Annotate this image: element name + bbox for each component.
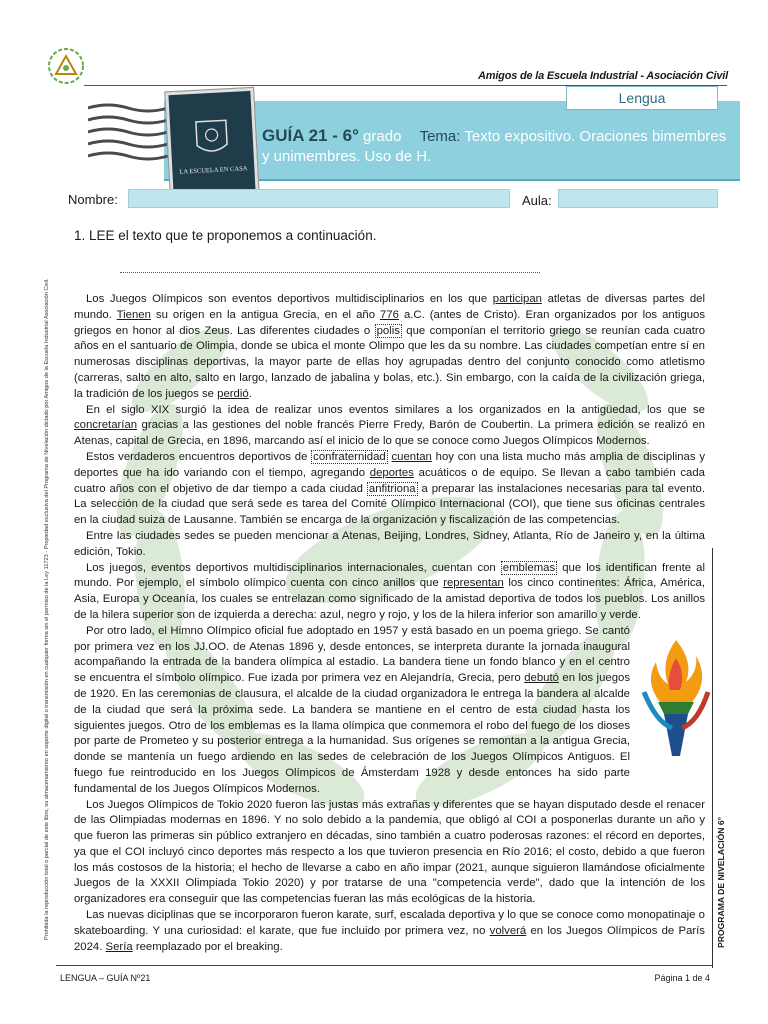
classroom-field[interactable] <box>558 189 718 208</box>
stamp-caption: LA ESCUELA EN CASA <box>179 165 248 176</box>
guide-title <box>262 126 732 167</box>
paragraph-2: En el siglo XIX surgió la idea de realizar unos eventos similares a los organizados en la antigüedad, los que se concretarían gracias a las gestiones del noble francés Pierre Fredy, Barón de Coubertin. La primera edición se realizó en Atenas, capital de Grecia, en 1896, marcando así el inicio de lo que se conoce como Juegos Olímpicos Modernos. <box>74 403 705 448</box>
paragraph-5: Los juegos, eventos deportivos multidisciplinarios internacionales, cuentan con emblemas que los identifican frente al mundo. Por ejemplo, el símbolo olímpico cuenta con cinco anillos que representan los cinco continentes: África, América, Asia, Europa y Oceanía, los cuales se entrelazan como significado de la amistad deportiva de todos los pueblos. Los anillos de la hilera superior son de izquierda a derecha: azul, negro y rojo, y los de la hilera inferior son amarillo y verde. <box>74 561 705 621</box>
shield-icon <box>168 91 255 195</box>
paragraph-8: Las nuevas diciplinas que se incorporaron fueron karate, surf, escalada deportiva y lo que se conoce como monopatinaje o skateboarding. Y una curiosidad: el karate, que fue incluido por primera vez, no volverá en los Juegos Olímpicos de París 2024. Sería reemplazado por el breaking. <box>74 909 705 953</box>
instruction-text: 1. LEE el texto que te proponemos a continuación. <box>74 228 377 243</box>
school-logo-icon <box>46 46 86 86</box>
program-label <box>716 816 730 962</box>
guide-number: GUÍA 21 - 6° <box>262 126 359 145</box>
side-divider <box>712 548 713 968</box>
paragraph-7: Los Juegos Olímpicos de Tokio 2020 fueron las justas más extrañas y diferentes que se hayan disputado desde el renacer de las Olimpiadas modernas en 1896. Y no solo debido a la pandemia, que obligó al COI a posponerlas durante un año y que fueron las primeras sin público extranjero en décadas, sino también a cuatro poderosas razones: el récord en deportes, ya que el COI incluyó cinco deportes más respecto a los que tuvieron presencia en Río 2016; el costo, debido a que fueron los más costosos de la historia; el hecho de llevarse a cabo en año impar (2021, aunque siguieron llamándose oficialmente Juegos de la XXXII Olimpiada Tokio 2020) y por tratarse de una "competencia verde", dado que la intención de los organizadores era conseguir que las competencias fueran las más ecológicas de la historia. <box>74 798 705 906</box>
paragraph-6: Por otro lado, el Himno Olímpico oficial fue adoptado en 1957 y está basado en un poema griego. Se cantó por primera vez en los JJ.OO. de Atenas 1896 y, desde entonces, se interpreta durante la jornada inaugural acompañando la entrada de la bandera olímpica al estadio. La bandera tiene un fondo blanco y en el centro se encuentra el símbolo olímpico. Fue izada por primera vez en Alejandría, Grecia, pero debutó en los juegos de 1920. En las ceremonias de clausura, el alcalde de la ciudad organizadora le entrega la bandera al alcalde de la ciudad que será la próxima sede. La bandera se mantiene en el centro de esta ciudad hasta los siguientes juegos. Otro de los emblemas es la llama olímpica que conmemora el robo del fuego de los dioses por parte de Prometeo y su posterior entrega a la humanidad. Sus orígenes se remontan a la antigua Grecia, donde se mantenía un fuego ardiendo en las sedes de celebración de los Juegos Olímpicos Antiguos. El fuego fue reintroducido en los Juegos Olímpicos de Ámsterdam 1928 y desde entonces ha sido parte fundamental de los Juegos Olímpicos Modernos. <box>74 624 630 795</box>
grade-word: grado <box>363 128 402 145</box>
program-label-text: PROGRAMA DE NIVELACIÓN 6° <box>716 816 726 948</box>
reading-text <box>74 292 705 955</box>
name-field[interactable] <box>128 189 510 208</box>
copyright-notice-text: Prohibida la reproducción total o parcial de este libro, su almacenamiento en soporte digital o transmisión en cualquier forma sin el permiso de la Ley 11723 - Propiedad exclusiva del Programa de Nivelación dictado por Amigos de la Escuela Industrial Asociación Civil. <box>44 278 50 940</box>
association-name: Amigos de la Escuela Industrial - Asociación Civil <box>478 70 728 82</box>
dotted-line <box>120 272 540 273</box>
school-at-home-stamp <box>165 88 258 198</box>
footer-subject: LENGUA – GUÍA Nº21 <box>60 973 151 983</box>
theme-label: Tema: <box>419 128 461 145</box>
theme-text: Texto expositivo. Oraciones bimembres y unimembres. Uso de H. <box>262 128 727 165</box>
olympic-torch-icon <box>636 632 716 762</box>
footer-divider <box>56 965 712 966</box>
page-number: Página 1 de 4 <box>654 973 710 983</box>
paragraph-3: Estos verdaderos encuentros deportivos de confraternidad cuentan hoy con una lista mucho más amplia de disciplinas y deportes que ha ido variando con el tiempo, agregando deportes acuáticos o de equipo. Se llevan a cabo también cada cuatro años con el objetivo de dar tiempo a cada ciudad anfitriona a preparar las instalaciones necesarias para tal evento. La selección de la ciudad que será sede es tarea del Comité Olímpico Internacional (COI), que tiene sus oficinas centrales en la ciudad suiza de Lausanne. También se encarga de la organización y fiscalización de las competencias. <box>74 450 705 527</box>
name-label: Nombre: <box>68 192 118 207</box>
copyright-notice <box>44 120 58 940</box>
paragraph-1: Los Juegos Olímpicos son eventos deportivos multidisciplinarios en los que participan atletas de diversas partes del mundo. Tienen su origen en la antigua Grecia, en el año 776 a.C. (antes de Cristo). Eran organizados por los antiguos griegos en honor al dios Zeus. Las diferentes ciudades o polis que componían el territorio griego se reunían cada cuatro años en el santuario de Olimpia, donde se ubica el monte Olimpo que les da su nombre. Las ciudades competían entre sí en numerosas disciplinas deportivas, la mayor parte de ellas hoy agrupadas dentro del conjunto conocido como atletismo (carreras, salto en alto, salto en largo, lanzado de jabalina y bolas, etc.). Sin embargo, con la caída de la civilización griega, la tradición de los juegos se perdió. <box>74 293 706 400</box>
paragraph-4: Entre las ciudades sedes se pueden mencionar a Atenas, Beijing, Londres, Sidney, Atlanta, Río de Janeiro y, en la última edición, Tokio. <box>74 529 705 558</box>
subject-label: Lengua <box>566 86 718 110</box>
classroom-label: Aula: <box>522 193 552 208</box>
